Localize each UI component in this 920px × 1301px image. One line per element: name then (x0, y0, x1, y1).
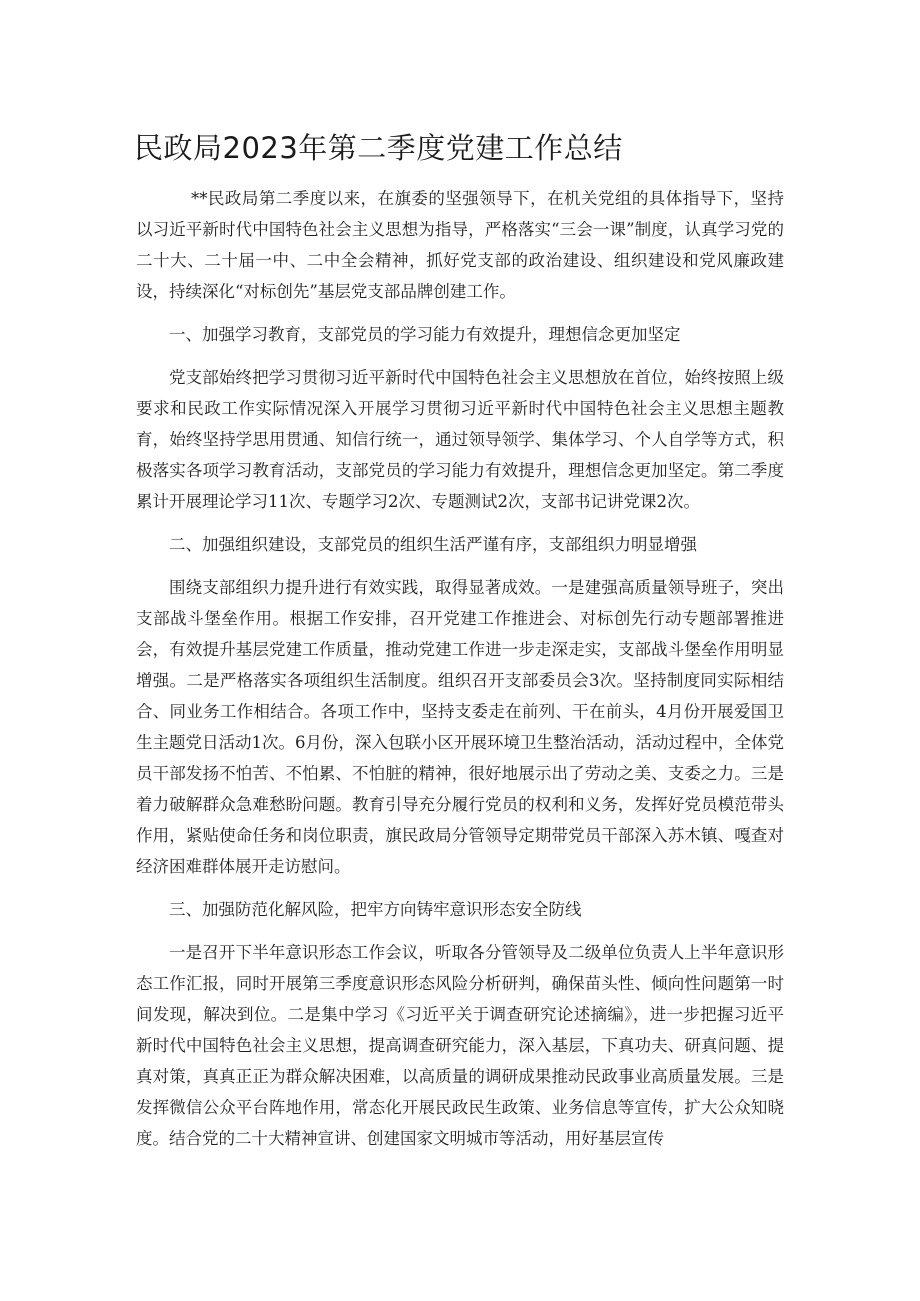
section-2-heading: 二、加强组织建设，支部党员的组织生活严谨有序，支部组织力明显增强 (169, 535, 697, 554)
document-body (136, 183, 784, 1154)
document-title: 民政局2023年第二季度党建工作总结 (134, 131, 623, 165)
section-1-body: 党支部始终把学习贯彻习近平新时代中国特色社会主义思想放在首位，始终按照上级要求和民政工作实际情况深入开展学习贯彻习近平新时代中国特色社会主义思想主题教育，始终坚持学思用贯通、知信行统一，通过领导领学、集体学习、个人自学等方式，积极落实各项学习教育活动，支部党员的学习能力有效提升，理想信念更加坚定。第二季度累计开展理论学习11次、专题学习2次、专题测试2次，支部书记讲党课2次。 (136, 368, 784, 511)
section-2-body: 围绕支部组织力提升进行有效实践，取得显著成效。一是建强高质量领导班子，突出支部战斗堡垒作用。根据工作安排，召开党建工作推进会、对标创先行动专题部署推进会，有效提升基层党建工作质量，推动党建工作进一步走深走实，支部战斗堡垒作用明显增强。二是严格落实各项组织生活制度。组织召开支部委员会3次。坚持制度同实际相结合、同业务工作相结合。各项工作中，坚持支委走在前列、干在前头，4月份开展爱国卫生主题党日活动1次。6月份，深入包联小区开展环境卫生整治活动，活动过程中，全体党员干部发扬不怕苦、不怕累、不怕脏的精神，很好地展示出了劳动之美、支委之力。三是着力破解群众急难愁盼问题。教育引导充分履行党员的权利和义务，发挥好党员模范带头作用，紧贴使命任务和岗位职责，旗民政局分管领导定期带党员干部深入苏木镇、嘎查对经济困难群体展开走访慰问。 (136, 578, 784, 876)
section-3-body: 一是召开下半年意识形态工作会议，听取各分管领导及二级单位负责人上半年意识形态工作汇报，同时开展第三季度意识形态风险分析研判，确保苗头性、倾向性问题第一时间发现，解决到位。二是集中学习《习近平关于调查研究论述摘编》，进一步把握习近平新时代中国特色社会主义思想，提高调查研究能力，深入基层，下真功夫、研真问题、提真对策，真真正正为群众解决困难，以高质量的调研成果推动民政事业高质量发展。三是发挥微信公众平台阵地作用，常态化开展民政民生政策、业务信息等宣传，扩大公众知晓度。结合党的二十大精神宣讲、创建国家文明城市等活动，用好基层宣传 (136, 943, 784, 1148)
intro-paragraph: **民政局第二季度以来，在旗委的坚强领导下，在机关党组的具体指导下，坚持以习近平新时代中国特色社会主义思想为指导，严格落实“三会一课”制度，认真学习党的二十大、二十届一中、二中全会精神，抓好党支部的政治建设、组织建设和党风廉政建设，持续深化“对标创先”基层党支部品牌创建工作。 (136, 189, 784, 301)
section-3-heading: 三、加强防范化解风险，把牢方向铸牢意识形态安全防线 (169, 900, 582, 919)
section-1-heading: 一、加强学习教育，支部党员的学习能力有效提升，理想信念更加坚定 (169, 325, 681, 344)
